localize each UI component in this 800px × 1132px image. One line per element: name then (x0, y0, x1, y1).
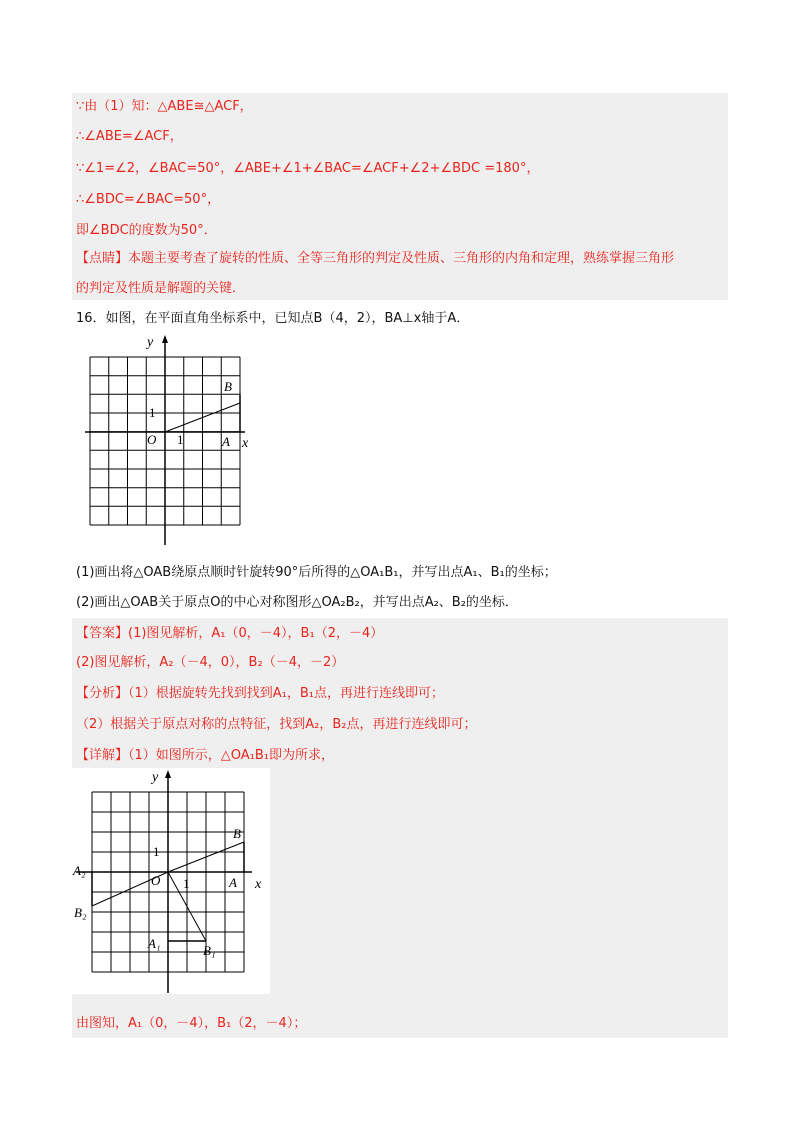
unit-y-label: 1 (149, 405, 156, 420)
point-a-label: A (229, 875, 237, 890)
point-a1-label: A₁ (148, 936, 161, 951)
comment-line: 【点睛】本题主要考查了旋转的性质、全等三角形的判定及性质、三角形的内角和定理，熟练掌握三角形 (76, 251, 675, 266)
point-b-label: B (233, 826, 241, 841)
text-line: ∴∠ABE=∠ACF， (76, 129, 183, 144)
figure-coordinate-grid-1 (85, 333, 255, 548)
text-line: ∵∠1=∠2，∠BAC=50°，∠ABE+∠1+∠BAC=∠ACF+∠2+∠BDC =180°， (76, 161, 540, 176)
analysis-line: 【分析】（1）根据旋转先找到找到A₁，B₁点，再进行连线即可； (76, 686, 445, 701)
answer-line: 【答案】(1)图见解析，A₁（0，－4），B₁（2，－4） (76, 626, 384, 641)
text-line: 即∠BDC的度数为50°． (76, 223, 217, 238)
point-a-label: A (222, 434, 230, 449)
comment-line: 的判定及性质是解题的关键． (76, 281, 246, 296)
origin-label: O (151, 873, 161, 888)
problem-stem: 16．如图，在平面直角坐标系中，已知点B（4，2），BA⊥x轴于A． (76, 311, 470, 326)
text-line: ∴∠BDC=∠BAC=50°， (76, 192, 221, 207)
question-1: (1)画出将△OAB绕原点顺时针旋转90°后所得的△OA₁B₁，并写出点A₁、B₁的坐标； (76, 565, 557, 580)
text-line: ∵由（1）知：△ABE≅△ACF， (76, 99, 253, 114)
y-axis-label: y (152, 770, 159, 785)
conclusion-line: 由图知，A₁（0，－4），B₁（2，－4）； (76, 1016, 307, 1031)
x-axis-label: x (242, 436, 249, 451)
answer-line: (2)图见解析，A₂（－4，0），B₂（－4，－2） (76, 655, 345, 670)
figure-coordinate-grid-2 (72, 767, 272, 995)
analysis-line: （2）根据关于原点对称的点特征，找到A₂，B₂点，再进行连线即可； (76, 717, 477, 732)
y-axis-arrow (162, 335, 168, 343)
point-a2-label: A₂ (73, 863, 86, 878)
x-axis-label: x (255, 877, 262, 892)
point-b1-label: B₁ (203, 943, 216, 958)
y-axis-label: y (147, 335, 154, 350)
y-axis-arrow (165, 770, 171, 778)
unit-x-label: 1 (177, 432, 184, 447)
point-b-label: B (224, 379, 232, 394)
unit-y-label: 1 (153, 844, 160, 859)
question-2: (2)画出△OAB关于原点O的中心对称图形△OA₂B₂，并写出点A₂、B₂的坐标． (76, 595, 518, 610)
point-b2-label: B₂ (74, 905, 87, 920)
unit-x-label: 1 (183, 876, 190, 891)
origin-label: O (147, 432, 157, 447)
detail-line: 【详解】（1）如图所示，△OA₁B₁即为所求， (76, 748, 335, 763)
